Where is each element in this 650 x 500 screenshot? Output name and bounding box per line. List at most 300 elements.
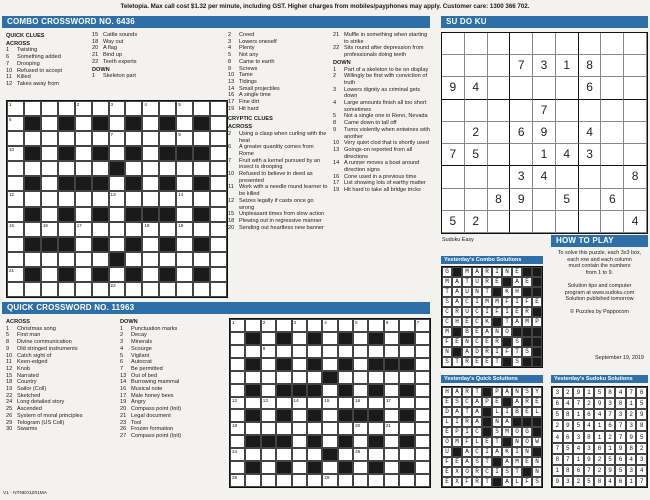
grid-cell[interactable] (292, 371, 307, 384)
grid-cell[interactable] (75, 131, 92, 146)
grid-cell[interactable] (415, 435, 430, 448)
grid-cell[interactable] (399, 319, 414, 332)
sudoku-cell[interactable] (465, 189, 488, 211)
sudoku-cell[interactable] (442, 100, 465, 122)
grid-cell[interactable] (142, 176, 159, 191)
grid-cell[interactable] (142, 161, 159, 176)
sudoku-cell[interactable] (488, 211, 511, 233)
sudoku-cell[interactable] (579, 211, 602, 233)
grid-cell[interactable] (384, 345, 399, 358)
grid-cell[interactable] (142, 116, 159, 131)
sudoku-cell[interactable] (442, 55, 465, 77)
grid-cell[interactable] (176, 207, 193, 222)
sudoku-cell[interactable] (533, 211, 556, 233)
grid-cell[interactable] (338, 345, 353, 358)
grid-cell[interactable] (368, 371, 383, 384)
sudoku-cell[interactable] (510, 144, 533, 166)
grid-cell[interactable] (384, 474, 399, 487)
grid-cell[interactable] (368, 422, 383, 435)
sudoku-cell[interactable] (624, 77, 647, 99)
sudoku-cell[interactable] (601, 100, 624, 122)
grid-cell[interactable] (58, 222, 75, 237)
grid-cell[interactable] (210, 191, 227, 206)
grid-cell[interactable] (261, 474, 276, 487)
sudoku-cell[interactable] (488, 122, 511, 144)
grid-cell[interactable] (7, 101, 24, 116)
grid-cell[interactable] (75, 191, 92, 206)
grid-cell[interactable] (142, 282, 159, 297)
grid-cell[interactable] (415, 384, 430, 397)
sudoku-cell[interactable] (533, 77, 556, 99)
grid-cell[interactable] (109, 146, 126, 161)
grid-cell[interactable] (353, 358, 368, 371)
grid-cell[interactable] (75, 237, 92, 252)
grid-cell[interactable] (384, 384, 399, 397)
sudoku-cell[interactable] (442, 122, 465, 144)
grid-cell[interactable] (276, 397, 291, 410)
grid-cell[interactable] (261, 409, 276, 422)
grid-cell[interactable] (261, 422, 276, 435)
grid-cell[interactable] (415, 422, 430, 435)
grid-cell[interactable] (261, 448, 276, 461)
grid-cell[interactable] (41, 101, 58, 116)
grid-cell[interactable] (384, 422, 399, 435)
grid-cell[interactable] (292, 319, 307, 332)
grid-cell[interactable] (193, 222, 210, 237)
sudoku-cell[interactable]: 7 (442, 144, 465, 166)
grid-cell[interactable] (92, 191, 109, 206)
grid-cell[interactable] (292, 448, 307, 461)
grid-cell[interactable] (210, 252, 227, 267)
sudoku-cell[interactable] (579, 100, 602, 122)
sudoku-cell[interactable] (556, 33, 579, 55)
sudoku-cell[interactable]: 9 (510, 189, 533, 211)
grid-cell[interactable] (7, 131, 24, 146)
grid-cell[interactable] (384, 448, 399, 461)
grid-cell[interactable] (322, 345, 337, 358)
sudoku-cell[interactable] (579, 33, 602, 55)
sudoku-cell[interactable]: 4 (624, 211, 647, 233)
grid-cell[interactable] (230, 409, 245, 422)
grid-cell[interactable] (176, 161, 193, 176)
grid-cell[interactable] (92, 131, 109, 146)
grid-cell[interactable] (125, 282, 142, 297)
grid-cell[interactable] (292, 332, 307, 345)
grid-cell[interactable] (230, 474, 245, 487)
grid-cell[interactable] (338, 397, 353, 410)
grid-cell[interactable] (292, 409, 307, 422)
sudoku-cell[interactable]: 5 (465, 144, 488, 166)
grid-cell[interactable] (384, 461, 399, 474)
grid-cell[interactable] (41, 207, 58, 222)
grid-cell[interactable] (245, 397, 260, 410)
grid-cell[interactable] (276, 319, 291, 332)
grid-cell[interactable] (58, 252, 75, 267)
grid-cell[interactable] (58, 131, 75, 146)
sudoku-cell[interactable] (601, 144, 624, 166)
grid-cell[interactable] (322, 461, 337, 474)
grid-cell[interactable] (142, 267, 159, 282)
grid-cell[interactable] (109, 207, 126, 222)
sudoku-cell[interactable] (442, 166, 465, 188)
grid-cell[interactable] (92, 101, 109, 116)
sudoku-cell[interactable]: 8 (624, 166, 647, 188)
grid-cell[interactable] (368, 345, 383, 358)
grid-cell[interactable] (142, 252, 159, 267)
grid-cell[interactable] (415, 345, 430, 358)
grid-cell[interactable] (75, 101, 92, 116)
sudoku-cell[interactable]: 8 (579, 55, 602, 77)
grid-cell[interactable] (384, 397, 399, 410)
grid-cell[interactable] (109, 131, 126, 146)
grid-cell[interactable] (322, 435, 337, 448)
grid-cell[interactable] (109, 116, 126, 131)
sudoku-cell[interactable]: 9 (533, 122, 556, 144)
grid-cell[interactable] (230, 435, 245, 448)
grid-cell[interactable] (353, 345, 368, 358)
grid-cell[interactable] (384, 435, 399, 448)
grid-cell[interactable] (415, 397, 430, 410)
sudoku-cell[interactable] (601, 55, 624, 77)
grid-cell[interactable] (276, 345, 291, 358)
grid-cell[interactable] (322, 332, 337, 345)
grid-cell[interactable] (7, 237, 24, 252)
grid-cell[interactable] (193, 252, 210, 267)
grid-cell[interactable] (58, 101, 75, 116)
grid-cell[interactable] (75, 222, 92, 237)
grid-cell[interactable] (92, 282, 109, 297)
sudoku-cell[interactable]: 7 (533, 100, 556, 122)
grid-cell[interactable] (7, 282, 24, 297)
grid-cell[interactable] (58, 161, 75, 176)
grid-cell[interactable] (307, 345, 322, 358)
grid-cell[interactable] (276, 474, 291, 487)
grid-cell[interactable] (92, 222, 109, 237)
grid-cell[interactable] (7, 222, 24, 237)
sudoku-cell[interactable] (510, 100, 533, 122)
grid-cell[interactable] (261, 397, 276, 410)
grid-cell[interactable] (307, 422, 322, 435)
grid-cell[interactable] (193, 101, 210, 116)
grid-cell[interactable] (41, 146, 58, 161)
grid-cell[interactable] (75, 282, 92, 297)
grid-cell[interactable] (399, 448, 414, 461)
grid-cell[interactable] (353, 422, 368, 435)
grid-cell[interactable] (41, 131, 58, 146)
sudoku-cell[interactable] (556, 166, 579, 188)
grid-cell[interactable] (245, 371, 260, 384)
grid-cell[interactable] (109, 101, 126, 116)
grid-cell[interactable] (245, 422, 260, 435)
grid-cell[interactable] (338, 474, 353, 487)
grid-cell[interactable] (7, 191, 24, 206)
grid-cell[interactable] (245, 448, 260, 461)
grid-cell[interactable] (41, 161, 58, 176)
sudoku-cell[interactable] (624, 55, 647, 77)
grid-cell[interactable] (24, 222, 41, 237)
grid-cell[interactable] (142, 146, 159, 161)
quick-crossword-grid[interactable] (229, 318, 431, 488)
sudoku-cell[interactable]: 9 (442, 77, 465, 99)
combo-crossword-grid[interactable] (6, 100, 228, 298)
sudoku-cell[interactable] (556, 100, 579, 122)
grid-cell[interactable] (210, 237, 227, 252)
sudoku-cell[interactable] (579, 166, 602, 188)
grid-cell[interactable] (307, 319, 322, 332)
grid-cell[interactable] (75, 116, 92, 131)
grid-cell[interactable] (338, 422, 353, 435)
grid-cell[interactable] (384, 319, 399, 332)
grid-cell[interactable] (176, 267, 193, 282)
grid-cell[interactable] (261, 319, 276, 332)
grid-cell[interactable] (125, 222, 142, 237)
sudoku-cell[interactable] (442, 189, 465, 211)
sudoku-cell[interactable] (488, 166, 511, 188)
grid-cell[interactable] (368, 319, 383, 332)
grid-cell[interactable] (58, 282, 75, 297)
sudoku-cell[interactable] (624, 144, 647, 166)
grid-cell[interactable] (415, 448, 430, 461)
grid-cell[interactable] (322, 474, 337, 487)
grid-cell[interactable] (159, 282, 176, 297)
grid-cell[interactable] (399, 422, 414, 435)
sudoku-cell[interactable] (533, 189, 556, 211)
grid-cell[interactable] (230, 345, 245, 358)
grid-cell[interactable] (142, 237, 159, 252)
grid-cell[interactable] (353, 461, 368, 474)
grid-cell[interactable] (109, 176, 126, 191)
grid-cell[interactable] (7, 146, 24, 161)
grid-cell[interactable] (415, 371, 430, 384)
sudoku-cell[interactable] (556, 122, 579, 144)
grid-cell[interactable] (75, 207, 92, 222)
sudoku-cell[interactable] (601, 77, 624, 99)
grid-cell[interactable] (292, 474, 307, 487)
grid-cell[interactable] (230, 319, 245, 332)
grid-cell[interactable] (415, 332, 430, 345)
grid-cell[interactable] (292, 345, 307, 358)
grid-cell[interactable] (41, 176, 58, 191)
grid-cell[interactable] (176, 101, 193, 116)
grid-cell[interactable] (7, 116, 24, 131)
grid-cell[interactable] (142, 191, 159, 206)
grid-cell[interactable] (125, 252, 142, 267)
sudoku-cell[interactable] (510, 33, 533, 55)
grid-cell[interactable] (230, 371, 245, 384)
grid-cell[interactable] (24, 101, 41, 116)
grid-cell[interactable] (322, 397, 337, 410)
grid-cell[interactable] (210, 146, 227, 161)
grid-cell[interactable] (261, 358, 276, 371)
grid-cell[interactable] (353, 384, 368, 397)
grid-cell[interactable] (276, 448, 291, 461)
grid-cell[interactable] (41, 116, 58, 131)
sudoku-cell[interactable] (601, 33, 624, 55)
sudoku-cell[interactable]: 1 (533, 144, 556, 166)
grid-cell[interactable] (176, 222, 193, 237)
grid-cell[interactable] (292, 461, 307, 474)
grid-cell[interactable] (109, 222, 126, 237)
grid-cell[interactable] (353, 448, 368, 461)
grid-cell[interactable] (353, 435, 368, 448)
sudoku-cell[interactable] (624, 122, 647, 144)
sudoku-cell[interactable]: 5 (556, 189, 579, 211)
grid-cell[interactable] (125, 161, 142, 176)
grid-cell[interactable] (210, 207, 227, 222)
sudoku-cell[interactable]: 8 (488, 189, 511, 211)
grid-cell[interactable] (230, 461, 245, 474)
grid-cell[interactable] (261, 345, 276, 358)
grid-cell[interactable] (41, 252, 58, 267)
grid-cell[interactable] (322, 319, 337, 332)
grid-cell[interactable] (415, 358, 430, 371)
grid-cell[interactable] (75, 146, 92, 161)
grid-cell[interactable] (353, 371, 368, 384)
sudoku-cell[interactable] (488, 77, 511, 99)
grid-cell[interactable] (109, 282, 126, 297)
grid-cell[interactable] (142, 222, 159, 237)
grid-cell[interactable] (338, 319, 353, 332)
grid-cell[interactable] (307, 474, 322, 487)
grid-cell[interactable] (353, 397, 368, 410)
grid-cell[interactable] (92, 252, 109, 267)
grid-cell[interactable] (338, 371, 353, 384)
grid-cell[interactable] (384, 371, 399, 384)
sudoku-cell[interactable] (510, 77, 533, 99)
grid-cell[interactable] (415, 461, 430, 474)
grid-cell[interactable] (322, 422, 337, 435)
grid-cell[interactable] (193, 191, 210, 206)
grid-cell[interactable] (176, 282, 193, 297)
grid-cell[interactable] (210, 101, 227, 116)
grid-cell[interactable] (92, 161, 109, 176)
sudoku-grid[interactable] (441, 32, 648, 234)
sudoku-cell[interactable] (556, 211, 579, 233)
grid-cell[interactable] (7, 267, 24, 282)
grid-cell[interactable] (399, 474, 414, 487)
grid-cell[interactable] (210, 267, 227, 282)
grid-cell[interactable] (159, 131, 176, 146)
grid-cell[interactable] (276, 371, 291, 384)
grid-cell[interactable] (142, 131, 159, 146)
sudoku-cell[interactable] (624, 33, 647, 55)
grid-cell[interactable] (292, 435, 307, 448)
grid-cell[interactable] (7, 176, 24, 191)
grid-cell[interactable] (75, 267, 92, 282)
grid-cell[interactable] (125, 131, 142, 146)
sudoku-cell[interactable]: 3 (510, 166, 533, 188)
grid-cell[interactable] (245, 474, 260, 487)
grid-cell[interactable] (159, 101, 176, 116)
grid-cell[interactable] (41, 267, 58, 282)
grid-cell[interactable] (368, 448, 383, 461)
sudoku-cell[interactable]: 6 (579, 77, 602, 99)
grid-cell[interactable] (176, 237, 193, 252)
grid-cell[interactable] (322, 384, 337, 397)
grid-cell[interactable] (210, 116, 227, 131)
grid-cell[interactable] (307, 397, 322, 410)
grid-cell[interactable] (261, 371, 276, 384)
grid-cell[interactable] (230, 358, 245, 371)
grid-cell[interactable] (176, 252, 193, 267)
grid-cell[interactable] (415, 409, 430, 422)
sudoku-cell[interactable]: 4 (465, 77, 488, 99)
sudoku-cell[interactable] (601, 122, 624, 144)
sudoku-cell[interactable]: 6 (601, 189, 624, 211)
grid-cell[interactable] (176, 176, 193, 191)
grid-cell[interactable] (384, 409, 399, 422)
sudoku-cell[interactable] (533, 33, 556, 55)
sudoku-cell[interactable] (465, 55, 488, 77)
sudoku-cell[interactable] (624, 189, 647, 211)
sudoku-cell[interactable]: 1 (556, 55, 579, 77)
grid-cell[interactable] (7, 207, 24, 222)
sudoku-cell[interactable] (465, 166, 488, 188)
grid-cell[interactable] (24, 252, 41, 267)
grid-cell[interactable] (24, 161, 41, 176)
grid-cell[interactable] (230, 422, 245, 435)
grid-cell[interactable] (230, 332, 245, 345)
sudoku-cell[interactable] (601, 211, 624, 233)
sudoku-cell[interactable]: 7 (510, 55, 533, 77)
grid-cell[interactable] (230, 397, 245, 410)
sudoku-cell[interactable] (465, 100, 488, 122)
grid-cell[interactable] (230, 448, 245, 461)
grid-cell[interactable] (292, 422, 307, 435)
grid-cell[interactable] (58, 191, 75, 206)
grid-cell[interactable] (292, 397, 307, 410)
grid-cell[interactable] (142, 101, 159, 116)
sudoku-cell[interactable] (442, 33, 465, 55)
grid-cell[interactable] (245, 345, 260, 358)
grid-cell[interactable] (322, 358, 337, 371)
grid-cell[interactable] (210, 222, 227, 237)
grid-cell[interactable] (368, 474, 383, 487)
sudoku-cell[interactable]: 6 (510, 122, 533, 144)
grid-cell[interactable] (159, 252, 176, 267)
grid-cell[interactable] (210, 282, 227, 297)
grid-cell[interactable] (159, 191, 176, 206)
grid-cell[interactable] (24, 282, 41, 297)
grid-cell[interactable] (109, 267, 126, 282)
grid-cell[interactable] (307, 371, 322, 384)
grid-cell[interactable] (210, 176, 227, 191)
grid-cell[interactable] (193, 131, 210, 146)
grid-cell[interactable] (176, 191, 193, 206)
grid-cell[interactable] (75, 161, 92, 176)
grid-cell[interactable] (368, 397, 383, 410)
grid-cell[interactable] (176, 131, 193, 146)
grid-cell[interactable] (210, 161, 227, 176)
sudoku-cell[interactable]: 5 (442, 211, 465, 233)
grid-cell[interactable] (338, 448, 353, 461)
sudoku-cell[interactable]: 3 (579, 144, 602, 166)
sudoku-cell[interactable] (601, 166, 624, 188)
grid-cell[interactable] (322, 409, 337, 422)
grid-cell[interactable] (41, 282, 58, 297)
grid-cell[interactable] (7, 161, 24, 176)
grid-cell[interactable] (24, 131, 41, 146)
grid-cell[interactable] (41, 191, 58, 206)
sudoku-cell[interactable]: 4 (556, 144, 579, 166)
sudoku-cell[interactable] (465, 33, 488, 55)
sudoku-cell[interactable] (488, 55, 511, 77)
sudoku-cell[interactable] (488, 33, 511, 55)
grid-cell[interactable] (399, 371, 414, 384)
grid-cell[interactable] (125, 101, 142, 116)
grid-cell[interactable] (109, 237, 126, 252)
grid-cell[interactable] (75, 252, 92, 267)
